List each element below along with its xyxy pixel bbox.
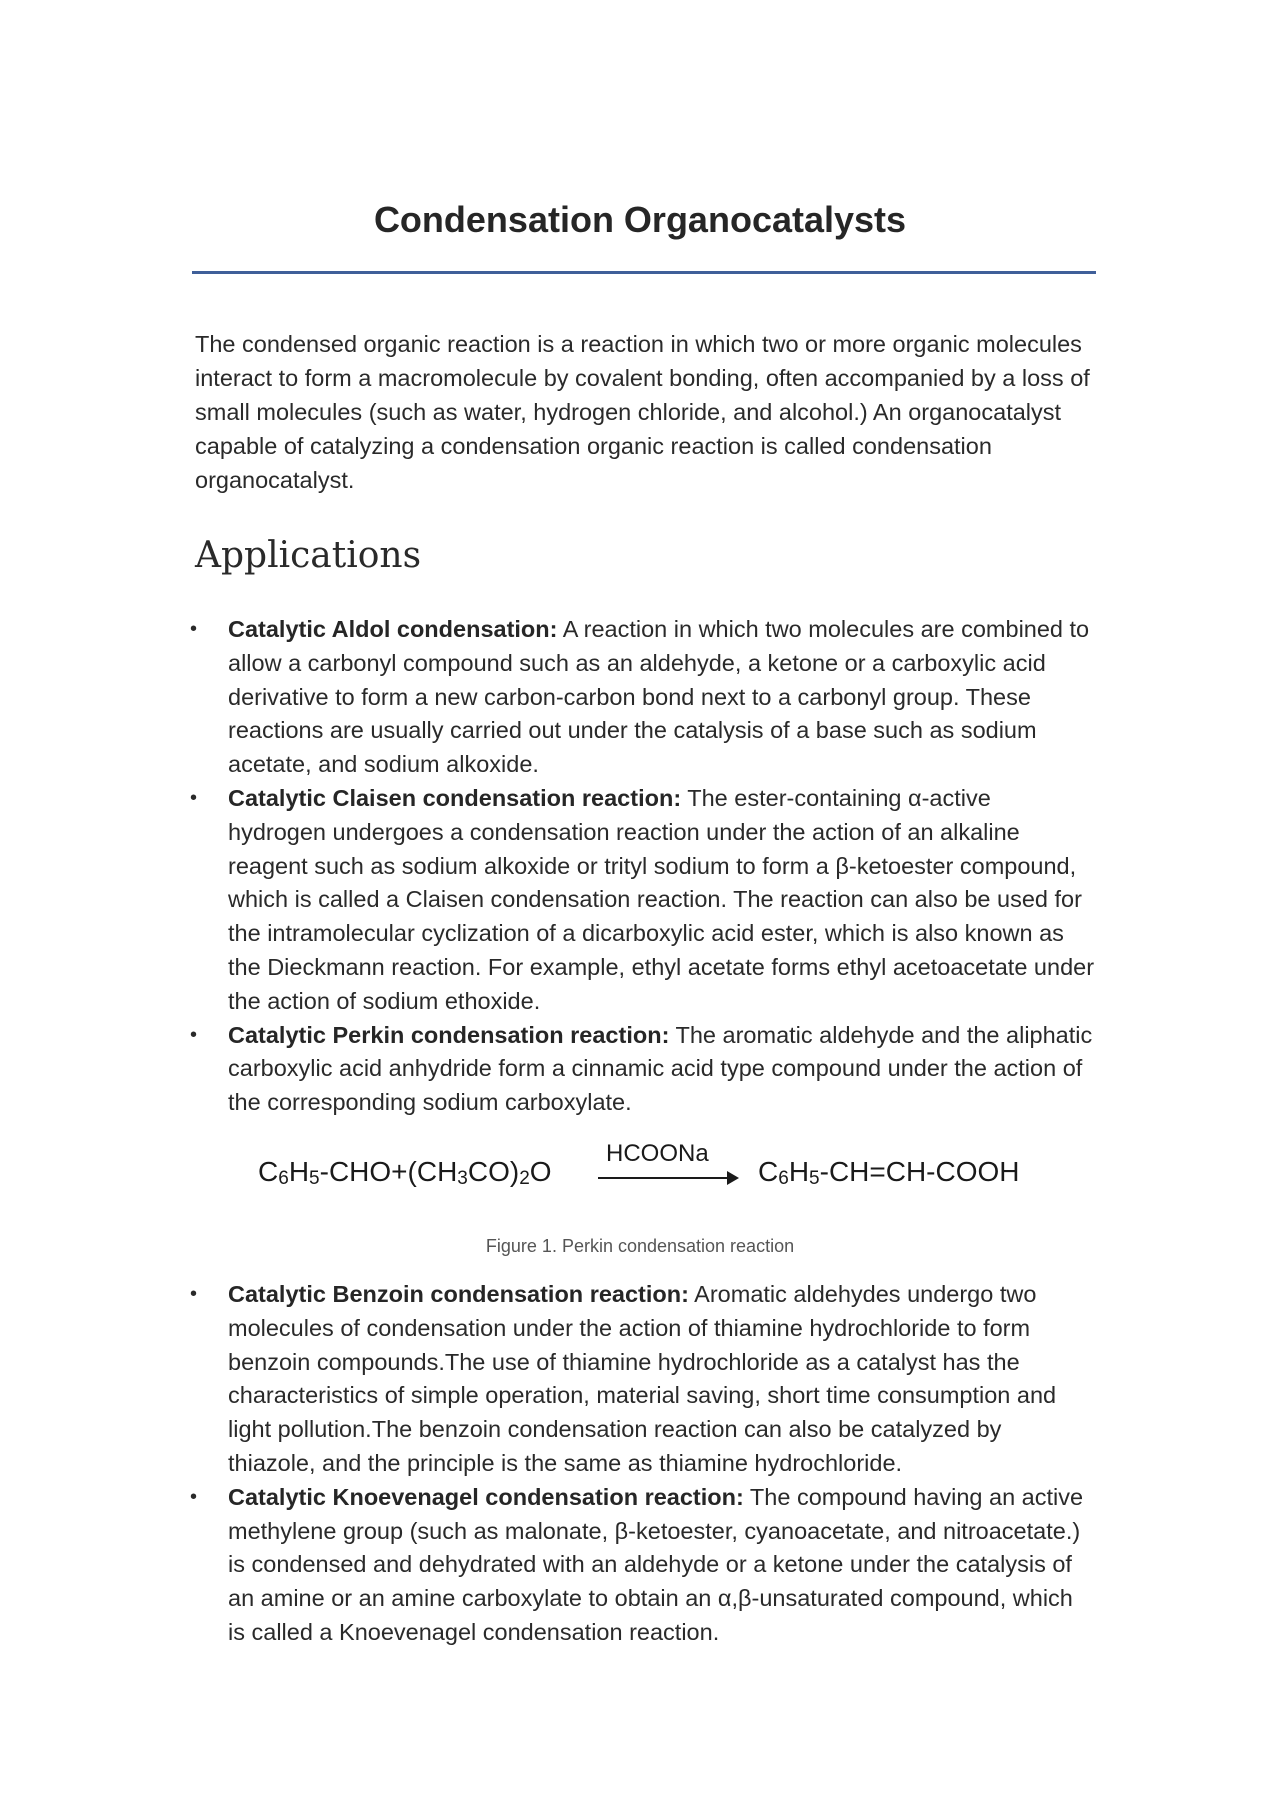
- perkin-reaction-equation: [258, 1140, 1058, 1200]
- arrow-head-icon: [727, 1171, 739, 1185]
- bullet-icon: •: [190, 786, 198, 809]
- arrow-line-icon: [598, 1177, 734, 1179]
- page-title: Condensation Organocatalysts: [373, 199, 907, 240]
- bullet-icon: •: [190, 1283, 198, 1305]
- list-item-text: The aromatic aldehyde and the aliphatic carboxylic acid anhydride form a cinnamic acid type compound under the action of the corresponding sodium carboxylate.: [228, 1021, 1093, 1116]
- list-item-term: Catalytic Perkin condensation reaction:: [228, 1021, 670, 1048]
- catalyst-label: HCOONa: [606, 1140, 709, 1167]
- equation-product: $C_6H_5-CH=CH$-COOH: [758, 1156, 1020, 1189]
- figure-caption: Figure 1. Perkin condensation reaction: [485, 1236, 795, 1256]
- applications-list-part-2: [190, 1278, 1095, 1650]
- list-item-term: Catalytic Claisen condensation reaction:: [228, 784, 682, 811]
- list-item-knoevenagel: [190, 1481, 1095, 1650]
- equation-reactants: $C_6H_5-CHO+(CH_3CO)_2O$: [258, 1156, 552, 1189]
- bullet-icon: •: [190, 618, 198, 640]
- list-item-text: The compound having an active methylene group (such as malonate, β-ketoester, cyanoacetate, and nitroacetate.) is condensed and dehydrated with an aldehyde or a ketone under the catalysis of an amine or an amine carboxylate to obtain an α,β-unsaturated compound, which is called a Knoevenagel condensation reaction.: [228, 1483, 1084, 1645]
- applications-list-part-1: [190, 613, 1095, 1120]
- list-item-term: Catalytic Knoevenagel condensation reaction:: [228, 1483, 744, 1510]
- intro-paragraph: The condensed organic reaction is a reaction in which two or more organic molecules interact to form a macromolecule by covalent bonding, often accompanied by a loss of small molecules (such as water, hydrogen chloride, and alcohol.) An organocatalyst capable of catalyzing a condensation organic reaction is called condensation organocatalyst.: [195, 331, 1090, 493]
- list-item-text: A reaction in which two molecules are combined to allow a carbonyl compound such as an aldehyde, a ketone or a carboxylic acid derivative to form a new carbon-carbon bond next to a carbonyl group. These reactions are usually carried out under the catalysis of a base such as sodium acetate, and sodium alkoxide.: [228, 616, 1090, 778]
- list-item-benzoin: [190, 1278, 1095, 1481]
- list-item-text: The ester-containing α-active hydrogen undergoes a condensation reaction under the action of an alkaline reagent such as sodium alkoxide or trityl sodium to form a β-ketoester compound, which is called a Claisen condensation reaction. The reaction can also be used for the intramolecular cyclization of a dicarboxylic acid ester, which is also known as the Dieckmann reaction. For example, ethyl acetate forms ethyl acetoacetate under the action of sodium ethoxide.: [228, 784, 1095, 1014]
- bullet-icon: •: [190, 1485, 198, 1508]
- title-divider: [192, 271, 1096, 274]
- list-item-aldol: [190, 613, 1095, 782]
- bullet-icon: •: [190, 1023, 198, 1046]
- reaction-arrow: [598, 1140, 743, 1200]
- list-item-term: Catalytic Aldol condensation:: [228, 616, 558, 642]
- list-item-perkin: [190, 1019, 1095, 1120]
- applications-heading: Applications: [195, 535, 422, 576]
- list-item-term: Catalytic Benzoin condensation reaction:: [228, 1281, 689, 1307]
- list-item-claisen: [190, 782, 1095, 1019]
- list-item-text: Aromatic aldehydes undergo two molecules of condensation under the action of thiamine hydrochloride to form benzoin compounds.The use of thiamine hydrochloride as a catalyst has the characteristics of simple operation, material saving, short time consumption and light pollution.The benzoin condensation reaction can also be catalyzed by thiazole, and the principle is the same as thiamine hydrochloride.: [228, 1281, 1057, 1476]
